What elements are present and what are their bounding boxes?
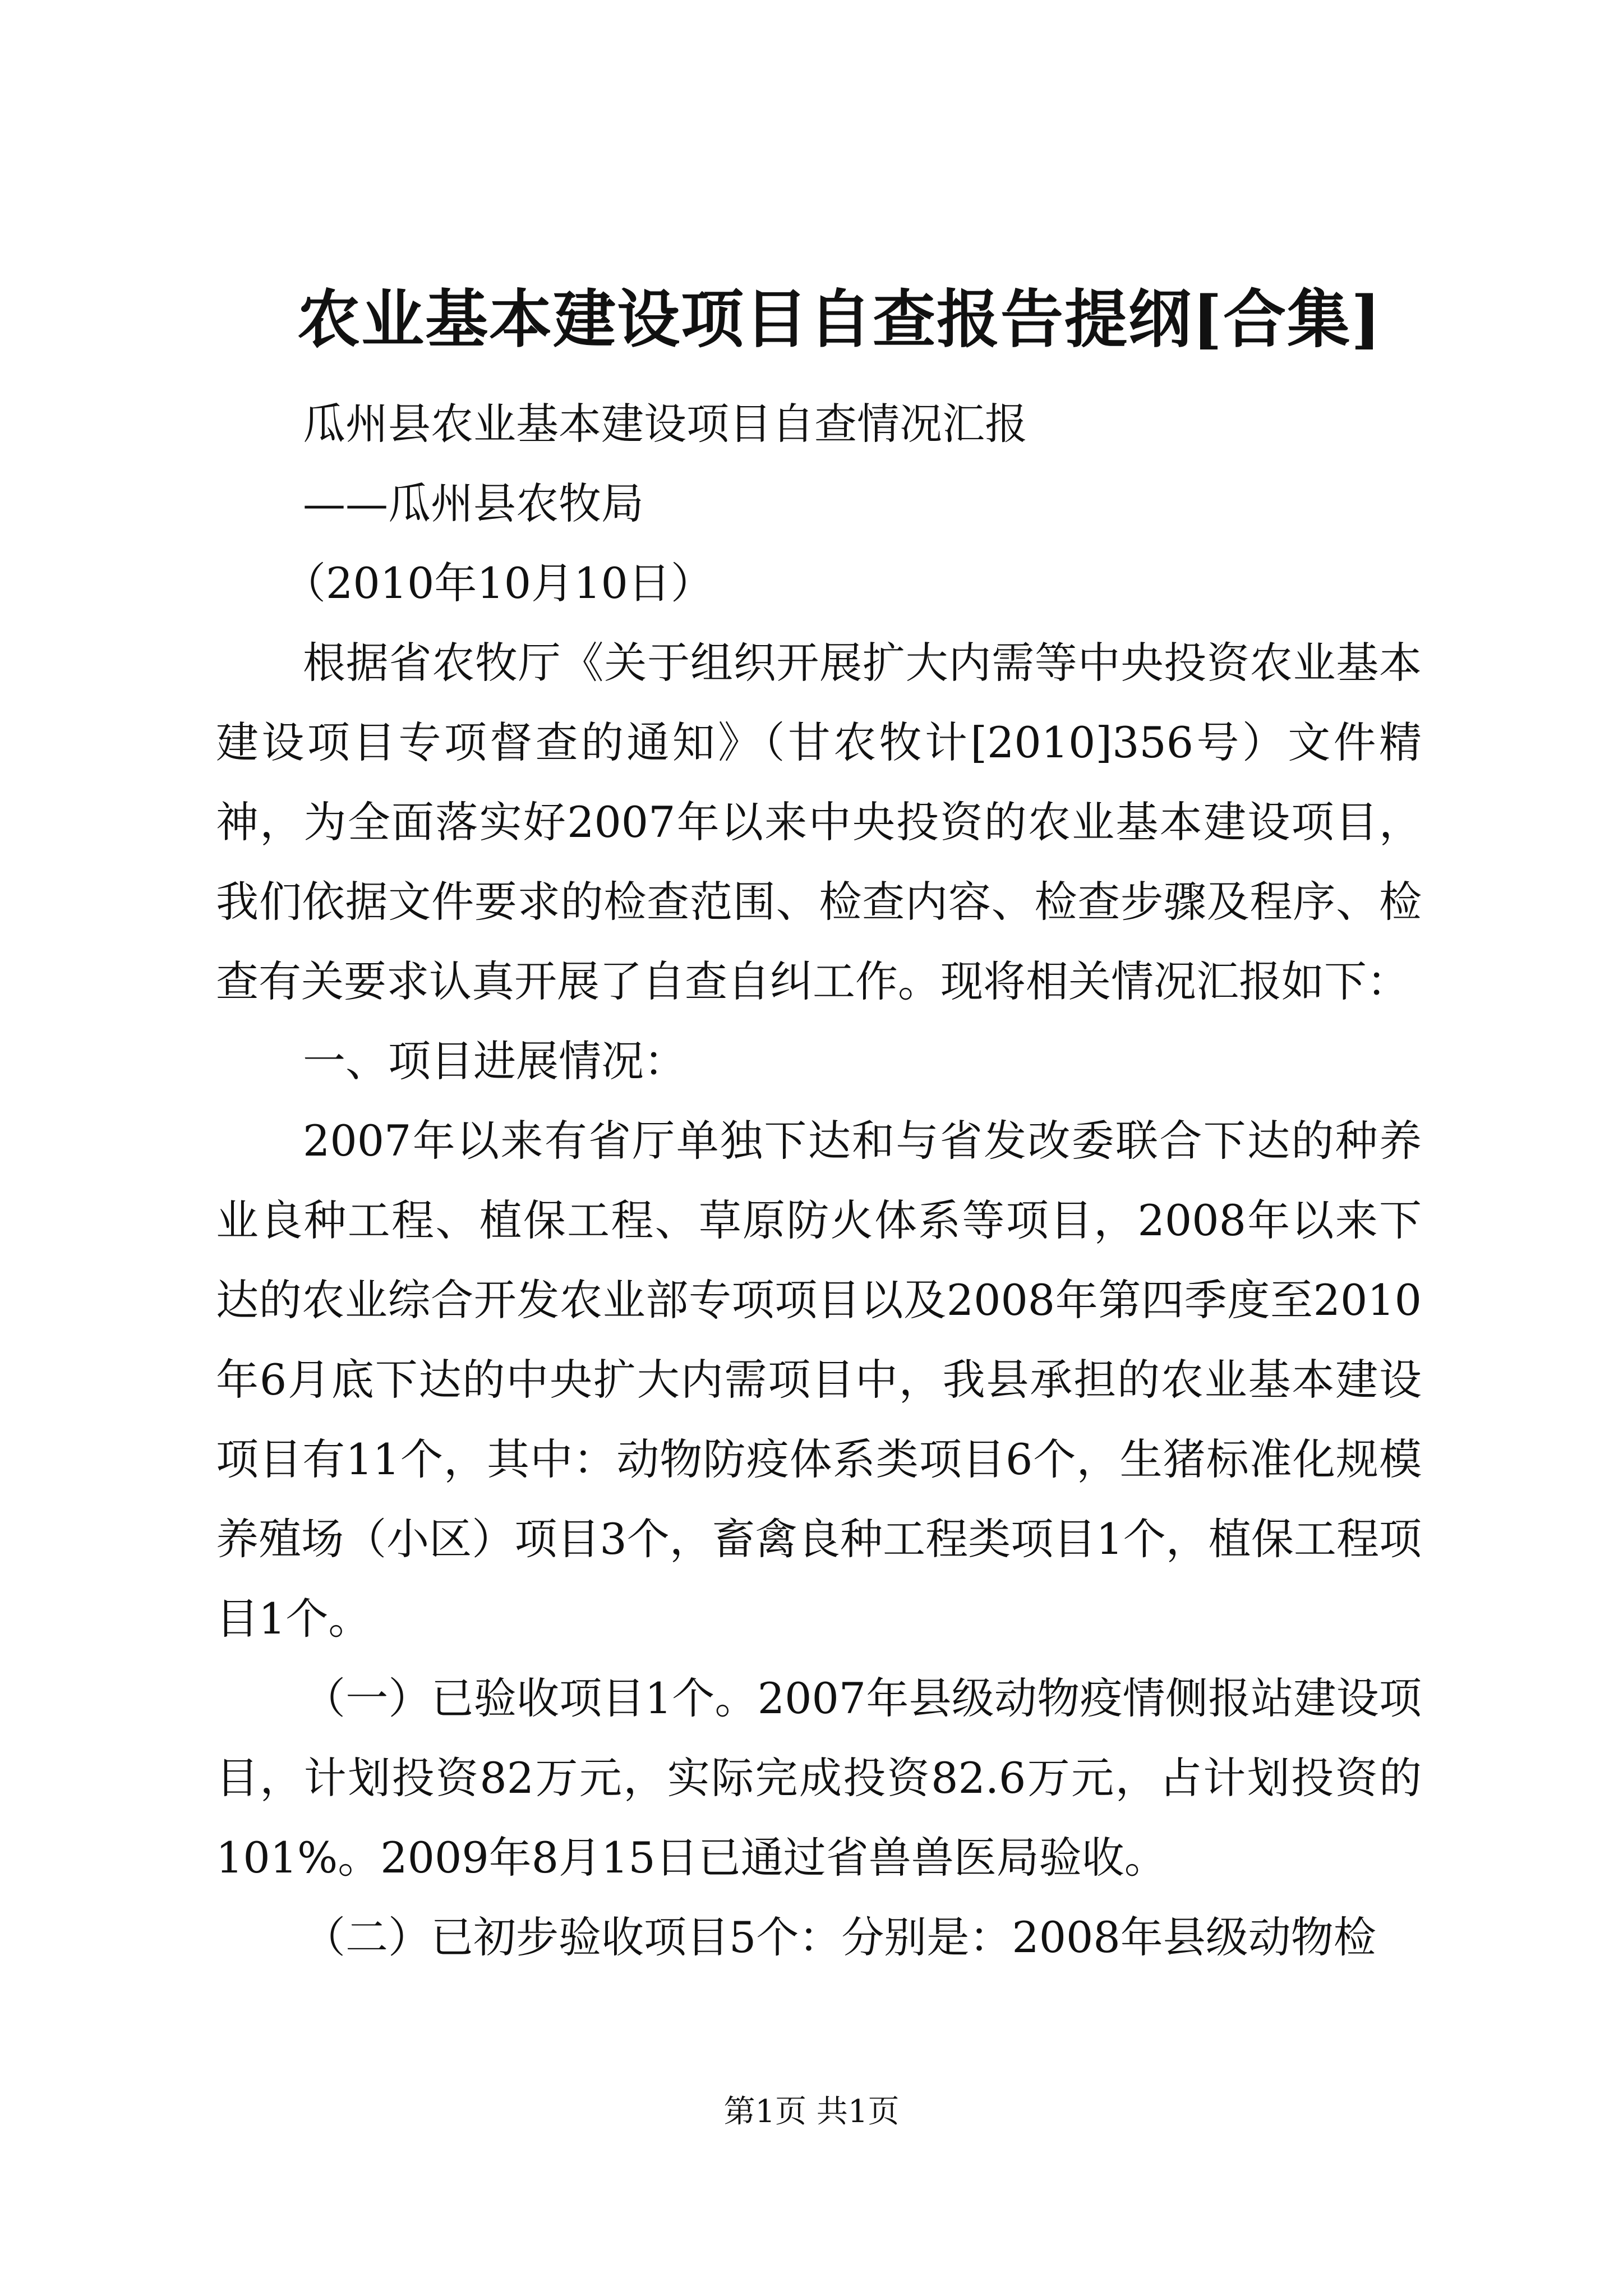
subtitle-paragraph: 瓜州县农业基本建设项目自查情况汇报 — [303, 399, 1027, 449]
page-footer: 第1页 共1页 — [723, 2093, 900, 2130]
project-overview-paragraph: 2007年以来有省厅单独下达和与省发改委联合下达的种养业良种工程、植保工程、草原防火体系等项目，2008年以来下达的农业综合开发农业部专项项目以及2008年第四季度至2010年6月底下达的中央扩大内需项目中，我县承担的农业基本建设项目有11个，其中：动物防疫体系类项目6个，生猪标准化规模养殖场（小区）项目3个，畜禽良种工程类项目1个，植保工程项目1个。 — [216, 1116, 1422, 1644]
document-title: 农业基本建设项目自查报告提纲[合集] — [297, 283, 1382, 356]
preliminary-projects-paragraph: （二）已初步验收项目5个：分别是：2008年县级动物检 — [303, 1912, 1376, 1962]
section-heading: 一、项目进展情况： — [303, 1036, 686, 1086]
author-line: ——瓜州县农牧局 — [303, 478, 644, 528]
date-line: （2010年10月10日） — [283, 558, 713, 608]
accepted-projects-paragraph: （一）已验收项目1个。2007年县级动物疫情侧报站建设项目，计划投资82万元，实际完成投资82.6万元，占计划投资的101%。2009年8月15日已通过省兽兽医局验收。 — [216, 1673, 1422, 1883]
document-body — [216, 384, 1422, 1977]
intro-paragraph: 根据省农牧厅《关于组织开展扩大内需等中央投资农业基本建设项目专项督查的通知》（甘农牧计[2010]356号）文件精神，为全面落实好2007年以来中央投资的农业基本建设项目，我们依据文件要求的检查范围、检查内容、检查步骤及程序、检查有关要求认真开展了自查自纠工作。现将相关情况汇报如下： — [216, 638, 1422, 1006]
